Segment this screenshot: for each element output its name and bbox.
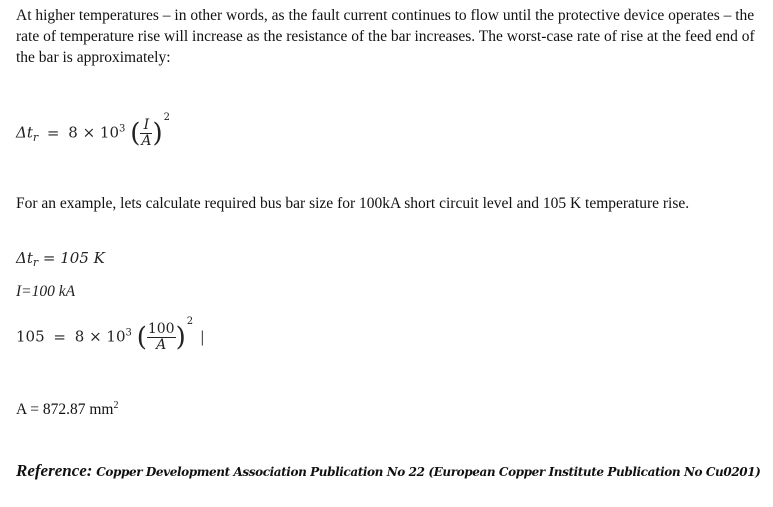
result-text: A = 872.87 mm — [16, 401, 114, 419]
result-line — [16, 395, 756, 420]
fraction-denominator: A — [141, 133, 152, 149]
delta-t-value: = 105 K — [38, 249, 105, 267]
formula-power: 2 — [163, 111, 170, 123]
fraction2-numerator: 100 — [147, 321, 175, 337]
intro-paragraph: At higher temperatures – in other words, as the fault current continues to flow until the protective device operates – the rate of temperature rise will increase as the resistance of the bar increases. The worst-case rate of rise at the feed end of the bar is approximately: — [16, 7, 755, 66]
right-paren: ) — [175, 322, 186, 353]
formula-fraction — [140, 118, 152, 149]
formula2-exponent: 3 — [125, 327, 132, 339]
formula2-fraction — [147, 322, 176, 353]
right-paren: ) — [152, 118, 163, 149]
left-paren: ( — [130, 118, 141, 149]
delta-t-symbol: Δt — [16, 249, 33, 267]
formula2-power: 2 — [186, 315, 194, 327]
formula-lhs-subscript: r — [32, 130, 39, 144]
formula-coefficient: 8 × 10 — [68, 123, 120, 142]
result-superscript: 2 — [113, 400, 119, 411]
delta-t-line — [16, 249, 105, 267]
formula2-coefficient: 8 × 10 — [74, 327, 126, 346]
reference-label: Reference: — [16, 461, 93, 480]
left-paren: ( — [136, 322, 147, 353]
reference-line — [16, 461, 760, 481]
rate-of-rise-formula — [16, 111, 170, 149]
formula2-equals: = — [53, 327, 66, 346]
formula2-trailing-bar: | — [199, 327, 205, 346]
fraction-numerator: I — [140, 118, 152, 134]
example-paragraph: For an example, lets calculate required bus bar size for 100kA short circuit level and 105 K temperature rise. — [16, 195, 690, 212]
current-line: I=100 kA — [16, 283, 76, 300]
bus-bar-formula — [16, 315, 205, 353]
formula-equals: = — [46, 123, 60, 142]
reference-text: Copper Development Association Publication No 22 (European Copper Institute Publication No Cu0201) — [92, 465, 761, 479]
fraction2-denominator: A — [156, 337, 167, 353]
formula-exponent: 3 — [119, 123, 126, 135]
formula-lhs-symbol: Δt — [16, 123, 33, 142]
formula2-lhs: 105 — [16, 327, 45, 346]
delta-t-subscript: r — [32, 256, 39, 269]
